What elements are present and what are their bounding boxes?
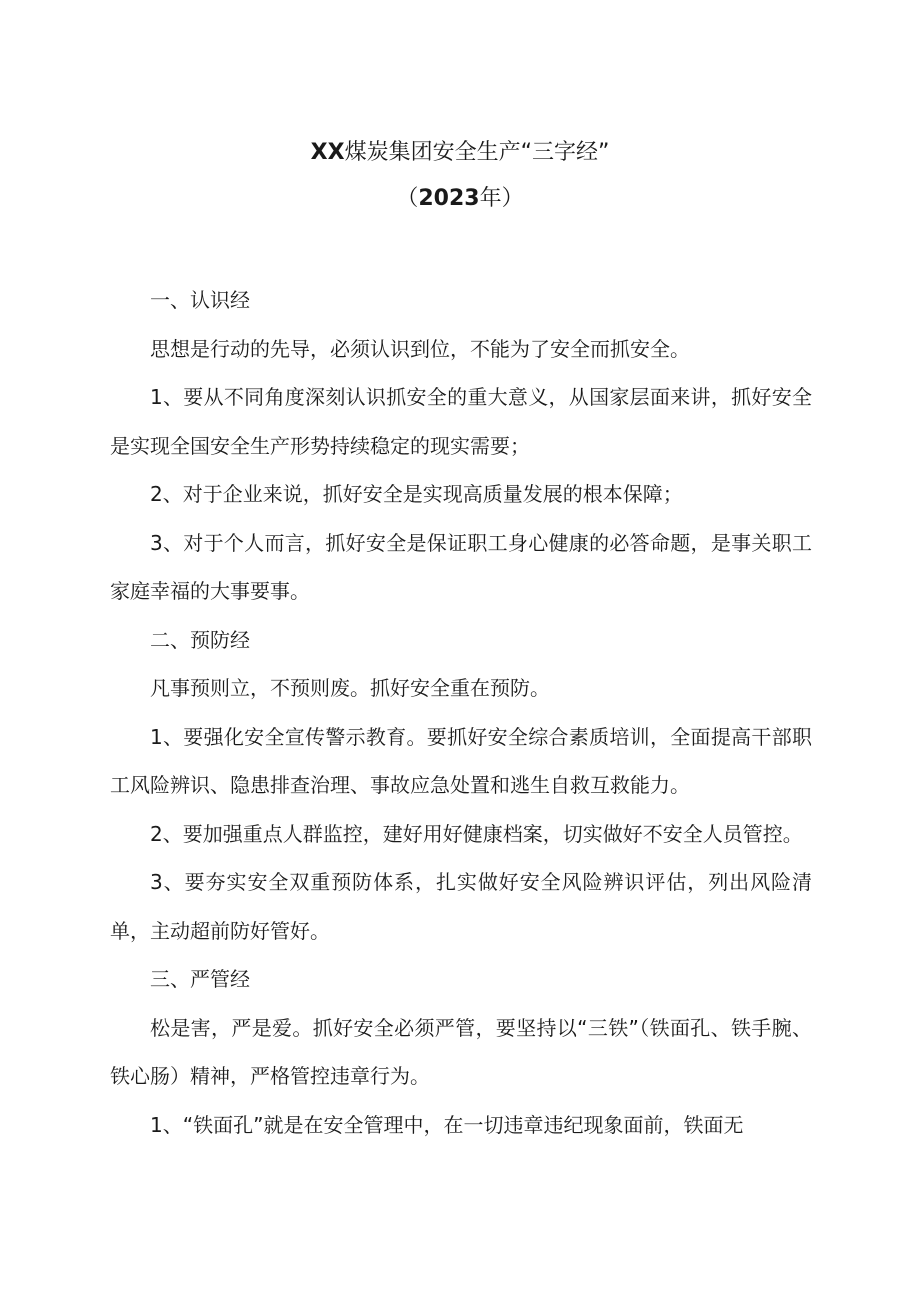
section-heading: 一、认识经 [150, 288, 250, 312]
paragraph: 1、“铁面孔”就是在安全管理中，在一切违章违纪现象面前，铁面无 [150, 1112, 744, 1137]
document-title [0, 138, 920, 168]
document-year [0, 184, 920, 214]
paragraph: 凡事预则立，不预则废。抓好安全重在预防。 [150, 676, 550, 700]
paragraph: 3、要夯实安全双重预防体系，扎实做好安全风险辨识评估，列出风险清单，主动超前防好管好。 [110, 870, 812, 943]
document-body [110, 276, 812, 1149]
year-close: 年） [479, 186, 524, 211]
section-heading: 三、严管经 [150, 967, 250, 991]
paragraph: 3、对于个人而言，抓好安全是保证职工身心健康的必答命题，是事关职工家庭幸福的大事要事。 [110, 530, 812, 603]
paragraph: 1、要强化安全宣传警示教育。要抓好安全综合素质培训，全面提高干部职工风险辨识、隐患排查治理、事故应急处置和逃生自救互救能力。 [110, 724, 812, 797]
paragraph: 1、要从不同角度深刻认识抓安全的重大意义，从国家层面来讲，抓好安全是实现全国安全生产形势持续稳定的现实需要； [110, 385, 812, 458]
paragraph: 2、对于企业来说，抓好安全是实现高质量发展的根本保障； [150, 482, 683, 506]
paragraph: 松是害，严是爱。抓好安全必须严管，要坚持以“三铁”（铁面孔、铁手腕、铁心肠）精神，严格管控违章行为。 [110, 1015, 812, 1088]
title-prefix: XX [310, 140, 345, 165]
year-open: （ [396, 186, 419, 211]
paragraph: 2、要加强重点人群监控，建好用好健康档案，切实做好不安全人员管控。 [150, 821, 803, 846]
section-heading: 二、预防经 [150, 627, 250, 652]
year-number: 2023 [418, 186, 480, 211]
title-main-text: 煤炭集团安全生产“三字经” [344, 140, 610, 165]
paragraph: 思想是行动的先导，必须认识到位，不能为了安全而抓安全。 [150, 336, 690, 361]
